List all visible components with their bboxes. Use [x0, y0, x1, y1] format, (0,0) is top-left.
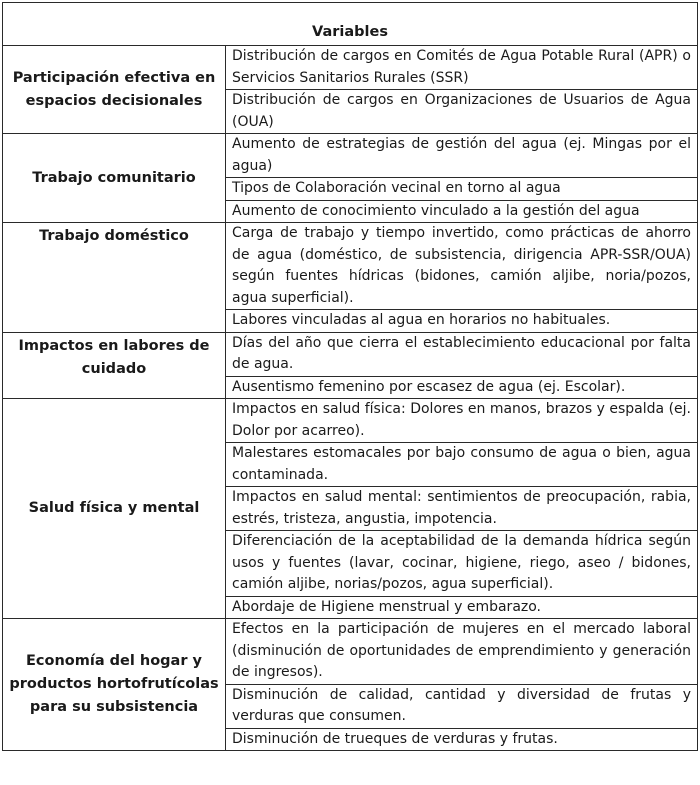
variable-cell: Disminución de trueques de verduras y frutas. — [226, 728, 698, 751]
variable-cell: Diferenciación de la aceptabilidad de la demanda hídrica según usos y fuentes (lavar, cocinar, higiene, riego, aseo / bidones, camión aljibe, norias/pozos, agua superficial). — [226, 531, 698, 597]
variable-cell: Impactos en salud física: Dolores en manos, brazos y espalda (ej. Dolor por acarreo). — [226, 399, 698, 443]
variable-cell: Aumento de conocimiento vinculado a la gestión del agua — [226, 200, 698, 223]
table-row — [3, 399, 698, 443]
table-row — [3, 619, 698, 685]
table-row — [3, 332, 698, 376]
variable-cell: Malestares estomacales por bajo consumo de agua o bien, agua contaminada. — [226, 443, 698, 487]
table-body — [3, 46, 698, 751]
table-row — [3, 223, 698, 310]
variable-cell: Distribución de cargos en Organizaciones de Usuarios de Agua (OUA) — [226, 90, 698, 134]
table-row — [3, 46, 698, 90]
header-row — [3, 3, 698, 46]
variable-cell: Disminución de calidad, cantidad y diversidad de frutas y verduras que consumen. — [226, 684, 698, 728]
variable-cell: Carga de trabajo y tiempo invertido, como prácticas de ahorro de agua (doméstico, de subsistencia, dirigencia APR-SSR/OUA) según fuentes hídricas (bidones, camión aljibe, noria/pozos, agua superficial). — [226, 223, 698, 310]
variable-cell: Ausentismo femenino por escasez de agua (ej. Escolar). — [226, 376, 698, 399]
variable-cell: Abordaje de Higiene menstrual y embarazo. — [226, 596, 698, 619]
variable-cell: Labores vinculadas al agua en horarios no habituales. — [226, 310, 698, 333]
category-cell: Trabajo comunitario — [3, 134, 226, 223]
variable-cell: Aumento de estrategias de gestión del agua (ej. Mingas por el agua) — [226, 134, 698, 178]
variable-cell: Impactos en salud mental: sentimientos de preocupación, rabia, estrés, tristeza, angustia, impotencia. — [226, 487, 698, 531]
table-row — [3, 134, 698, 178]
category-cell: Participación efectiva en espacios decisionales — [3, 46, 226, 134]
category-cell: Trabajo doméstico — [3, 223, 226, 333]
category-cell: Impactos en labores de cuidado — [3, 332, 226, 399]
category-cell: Economía del hogar y productos hortofrutícolas para su subsistencia — [3, 619, 226, 751]
variables-table — [2, 2, 698, 751]
variable-cell: Efectos en la participación de mujeres en el mercado laboral (disminución de oportunidades de emprendimiento y generación de ingresos). — [226, 619, 698, 685]
category-cell: Salud física y mental — [3, 399, 226, 619]
variable-cell: Distribución de cargos en Comités de Agua Potable Rural (APR) o Servicios Sanitarios Rurales (SSR) — [226, 46, 698, 90]
variable-cell: Días del año que cierra el establecimiento educacional por falta de agua. — [226, 332, 698, 376]
variable-cell: Tipos de Colaboración vecinal en torno al agua — [226, 178, 698, 201]
table-header: Variables — [3, 3, 698, 46]
